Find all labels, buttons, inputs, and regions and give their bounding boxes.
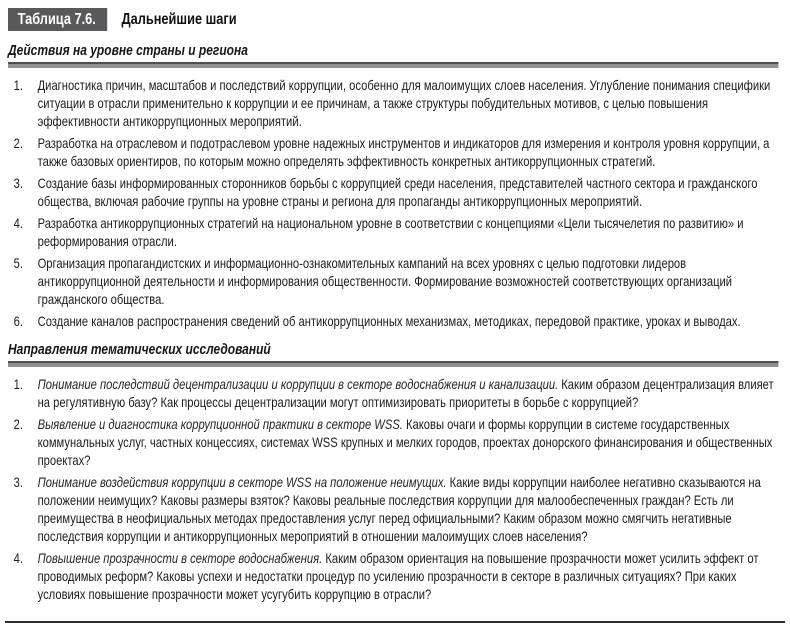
item-number: 4. [13, 215, 23, 231]
item-text: Создание базы информированных сторонников борьбы с коррупцией среди населения, представителей частного сектора и гражданского общества, включая рабочие группы на уровне страны и региона для пропаганды антикоррупционных мероприятий. [37, 175, 758, 209]
item-text: Разработка антикоррупционных стратегий на национальном уровне в соответствии с концепциями «Цели тысячелетия по развитию» и реформирования отрасли. [37, 215, 744, 249]
list-item [8, 415, 778, 469]
bottom-rule [5, 621, 785, 623]
list-item [8, 375, 778, 411]
research-list [8, 375, 778, 603]
table-label: Таблица 7.6. [8, 8, 107, 31]
table-header [8, 8, 778, 31]
next-steps-list [8, 76, 778, 330]
item-number: 4. [13, 550, 23, 566]
list-item [8, 549, 778, 603]
item-text: Организация пропагандистских и информационно-ознакомительных кампаний на всех уровнях с целью подготовки лидеров антикоррупционной деятельности и информирования общественности. Формирование возможностей соответствующих организаций гражданского общества. [37, 255, 733, 307]
section-heading-research-topics: Направления тематических исследований [8, 341, 271, 358]
item-number: 5. [13, 255, 23, 271]
item-number: 1. [13, 376, 23, 392]
section-research-topics [8, 341, 778, 603]
item-lead: Повышение прозрачности в секторе водоснабжения. [37, 550, 326, 566]
list-item [8, 174, 778, 210]
item-lead: Выявление и диагностика коррупционной практики в секторе WSS. [37, 416, 407, 432]
list-item [8, 76, 778, 130]
section-divider [8, 62, 778, 68]
item-text: Выявление и диагностика коррупционной практики в секторе WSS. Каковы очаги и формы коррупции в системе государственных коммунальных услуг, частных концессиях, системах WSS крупных и мелких городов, проектах донорского финансирования и общественных проектах? [37, 416, 773, 468]
list-item [8, 214, 778, 250]
item-text: Повышение прозрачности в секторе водоснабжения. Каким образом ориентация на повышение прозрачности может усилить эффект от проводимых реформ? Каковы успехи и недостатки процедур по усилению прозрачности в секторе в различных ситуациях? При каких условиях повышение прозрачности может усугубить коррупцию в отрасли? [37, 550, 759, 602]
section-heading-country-actions: Действия на уровне страны и региона [8, 42, 248, 59]
list-item [8, 473, 778, 545]
item-text: Диагностика причин, масштабов и последствий коррупции, особенно для малоимущих слоев населения. Углубление понимания специфики ситуации в отрасли применительно к коррупции и ее причинам, а также структуры побудительных мотивов, с целью повышения эффективности антикоррупционных мероприятий. [37, 77, 771, 129]
item-number: 2. [13, 416, 23, 432]
item-number: 2. [13, 135, 23, 151]
section-country-actions [8, 42, 778, 330]
list-item [8, 254, 778, 308]
item-text: Создание каналов распространения сведений об антикоррупционных механизмах, методиках, передовой практике, уроках и выводах. [37, 313, 741, 329]
item-lead: Понимание воздействия коррупции в секторе WSS на положение неимущих. [37, 474, 450, 490]
list-item [8, 312, 778, 330]
item-number: 3. [13, 474, 23, 490]
list-item [8, 134, 778, 170]
item-text: Понимание воздействия коррупции в секторе WSS на положение неимущих. Какие виды коррупции наиболее негативно сказываются на положении неимущих? Каковы размеры взяток? Каковы реальные последствия коррупции для малообеспеченных граждан? Есть ли преимущества в неофициальных методах предоставления услуг перед официальными? Каким образом можно смягчить негативные последствия коррупции и антикоррупционных мероприятий в отношении малоимущих слоев населения? [37, 474, 761, 544]
section-divider [8, 361, 778, 367]
item-number: 1. [13, 77, 23, 93]
item-text: Понимание последствий децентрализации и коррупции в секторе водоснабжения и канализации. Каким образом децентрализация влияет на регулятивную базу? Как процессы децентрализации могут оптимизировать приоритеты в борьбе с коррупцией? [37, 376, 774, 410]
item-number: 3. [13, 175, 23, 191]
item-lead: Понимание последствий децентрализации и коррупции в секторе водоснабжения и канализации. [37, 376, 562, 392]
table-title: Дальнейшие шаги [121, 10, 237, 28]
item-text: Разработка на отраслевом и подотраслевом уровне надежных инструментов и индикаторов для измерения и контроля уровня коррупции, а также базовых ориентиров, по которым можно определять эффективность конкретных антикоррупционных стратегий. [37, 135, 770, 169]
item-number: 6. [13, 313, 23, 329]
